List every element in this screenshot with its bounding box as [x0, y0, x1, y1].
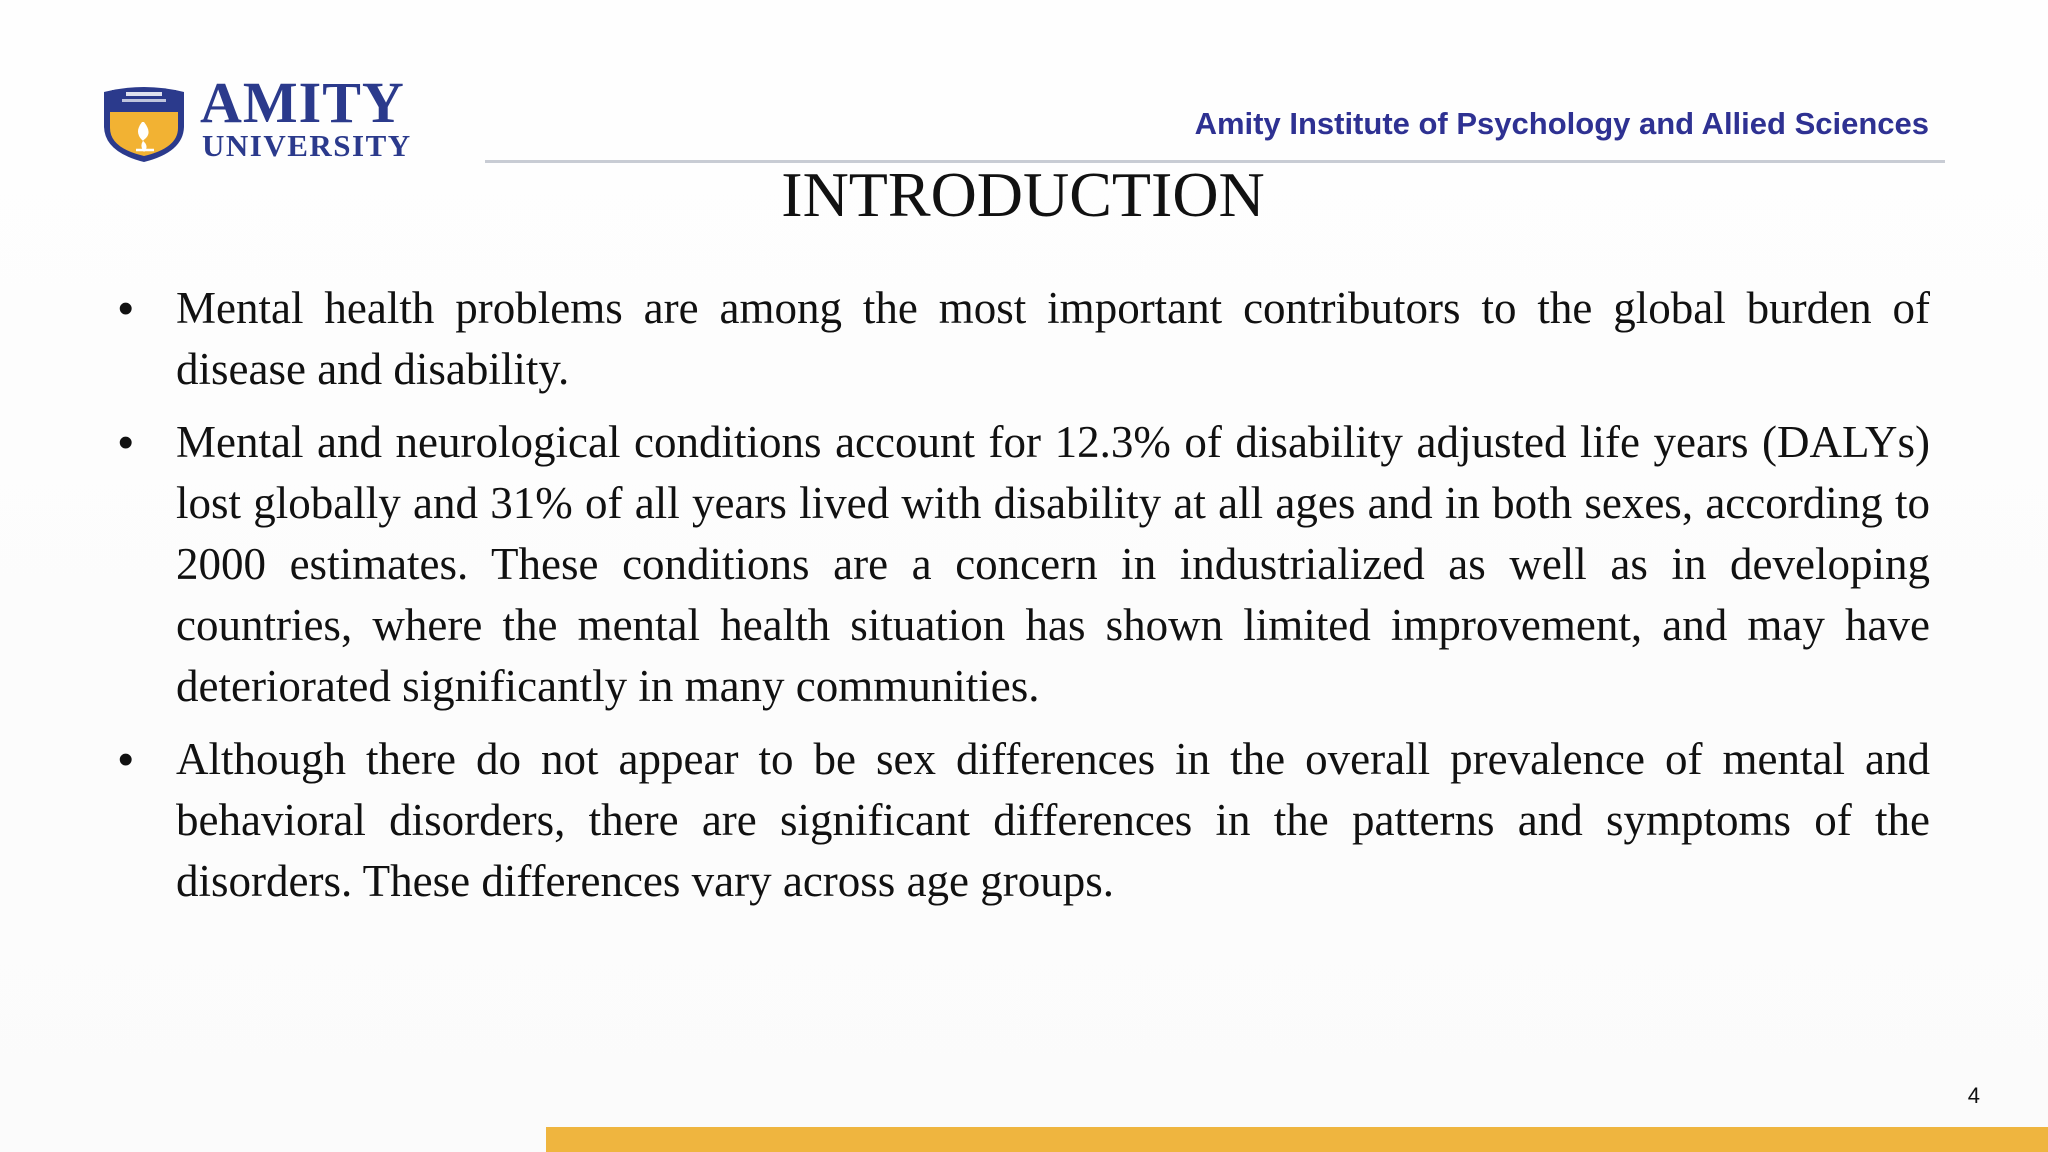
bullet-marker: • — [118, 418, 134, 467]
amity-university-logo — [96, 70, 446, 168]
bullet-item — [110, 278, 1930, 400]
bullet-text: Although there do not appear to be sex differences in the overall prevalence of mental and behavioral disorders, there are significant differences in the patterns and symptoms of the disorders. These differences vary across age groups. — [176, 734, 1930, 906]
footer-accent-bar — [546, 1127, 2048, 1152]
bullet-item — [110, 412, 1930, 717]
page-number: 4 — [1967, 1083, 1980, 1108]
bullet-marker: • — [118, 284, 134, 333]
slide-title-text: INTRODUCTION — [781, 159, 1265, 230]
bullet-item — [110, 729, 1930, 912]
bullet-marker: • — [118, 735, 134, 784]
logo-wordmark-amity: AMITY — [200, 70, 405, 135]
bullet-text: Mental and neurological conditions account for 12.3% of disability adjusted life years (DALYs) lost globally and 31% of all years lived with disability at all ages and in both sexes, according to 2000 estimates. These conditions are a concern in industrialized as well as in developing countries, where the mental health situation has shown limited improvement, and may have deteriorated significantly in many communities. — [176, 417, 1930, 711]
amity-shield-icon — [98, 82, 190, 164]
institute-name: Amity Institute of Psychology and Allied Sciences — [1194, 106, 1929, 141]
bullet-list — [110, 278, 1930, 924]
logo-wordmark-university: UNIVERSITY — [202, 128, 412, 163]
slide-title — [0, 158, 2048, 232]
bullet-text: Mental health problems are among the most important contributors to the global burden of disease and disability. — [176, 283, 1930, 394]
